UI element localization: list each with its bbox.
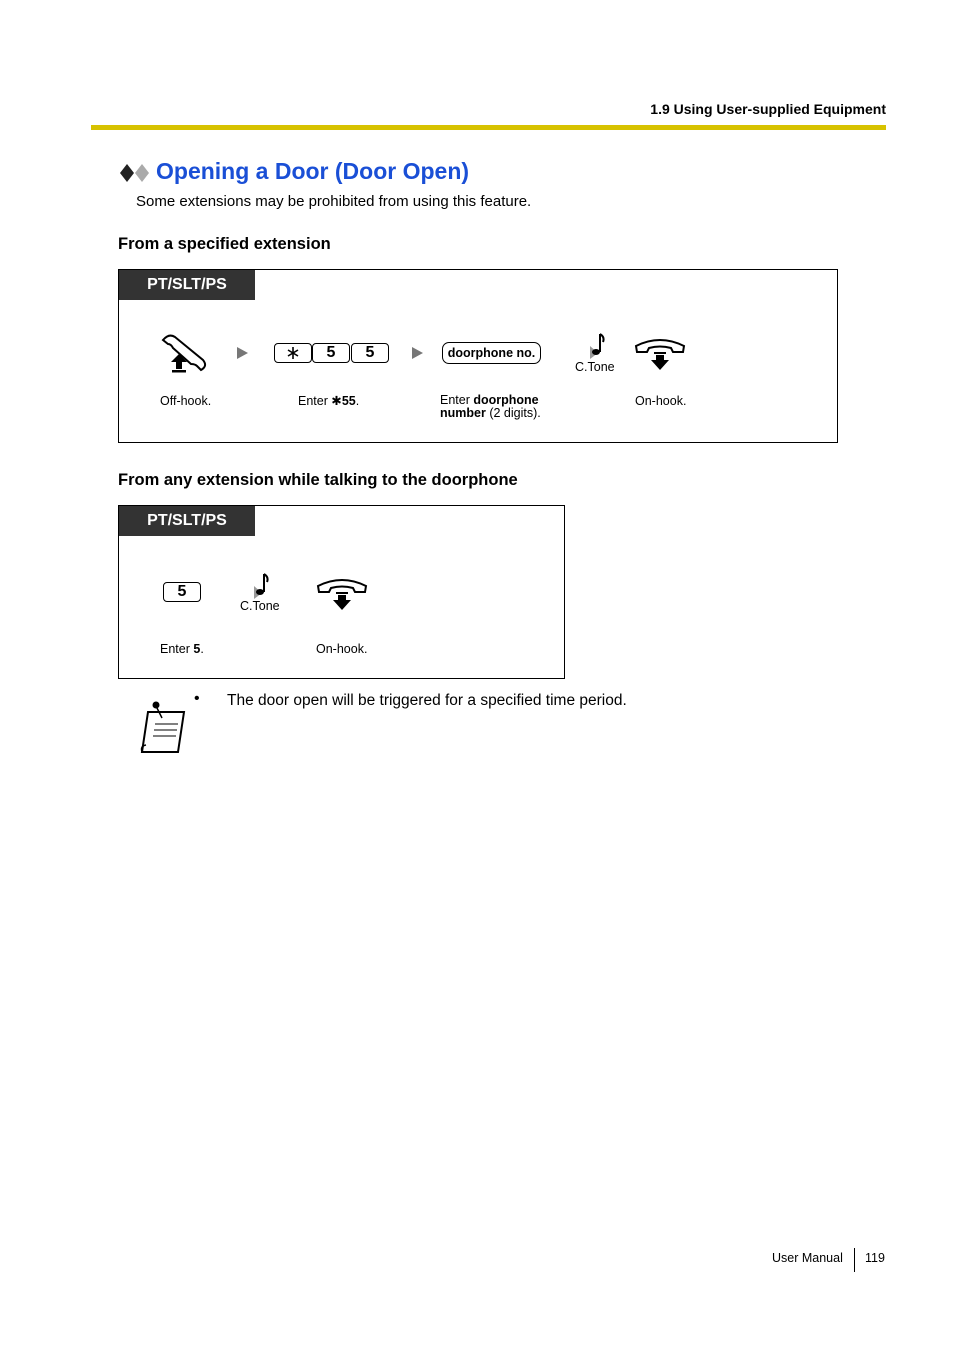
header-section-title: 1.9 Using User-supplied Equipment [650,101,886,117]
caption-text: . [200,642,204,656]
note-text: The door open will be triggered for a specified time period. [227,692,627,709]
caption-enter-5 [160,643,204,656]
caption-text: (2 digits). [485,406,541,420]
caption-bold: 5 [193,642,201,656]
procedure-box-2 [118,505,565,679]
caption-text: Enter [298,394,332,408]
tone-label: C.Tone [240,599,280,613]
caption-text: Enter [440,393,474,407]
asterisk-key [274,343,312,363]
caption-bold: ✱55 [331,394,356,408]
digit-key-5a: 5 [312,343,350,363]
step-arrow [237,347,248,359]
asterisk-key-icon [286,346,300,360]
note-tone-icon [586,332,606,360]
offhook-handset-icon [159,332,209,374]
caption-text: Enter [160,642,194,656]
header-rule [91,125,886,130]
caption-onhook: On-hook. [316,642,368,656]
footer-separator [854,1248,855,1272]
caption-bold: number [440,406,486,420]
onhook-handset-icon [315,576,369,612]
device-tab: PT/SLT/PS [119,506,255,536]
procedure-box-1 [118,269,838,443]
digit-key-5: 5 [163,582,201,602]
caption-bold: doorphone [473,393,539,407]
tone-label: C.Tone [575,360,615,374]
doorphone-number-key: doorphone no. [442,342,541,364]
diamonds-icon [119,162,151,184]
onhook-handset-icon [633,336,687,372]
caption-doorphone [440,394,541,420]
page-number: 119 [865,1251,885,1265]
caption-text: . [355,394,360,408]
step-arrow [412,347,423,359]
page-title: Opening a Door (Door Open) [156,158,470,184]
note-bullet: • [194,690,200,707]
caption-onhook: On-hook. [635,394,687,408]
caption-offhook: Off-hook. [160,394,212,408]
note-tone-icon [250,572,270,600]
section1-heading: From a specified extension [118,235,331,253]
digit-key-5b: 5 [351,343,389,363]
notepad-icon [138,698,188,754]
section2-heading: From any extension while talking to the doorphone [118,471,518,489]
caption-enter-code [298,395,359,408]
device-tab: PT/SLT/PS [119,270,255,300]
intro-text: Some extensions may be prohibited from using this feature. [136,193,532,210]
footer-label: User Manual [772,1251,843,1265]
